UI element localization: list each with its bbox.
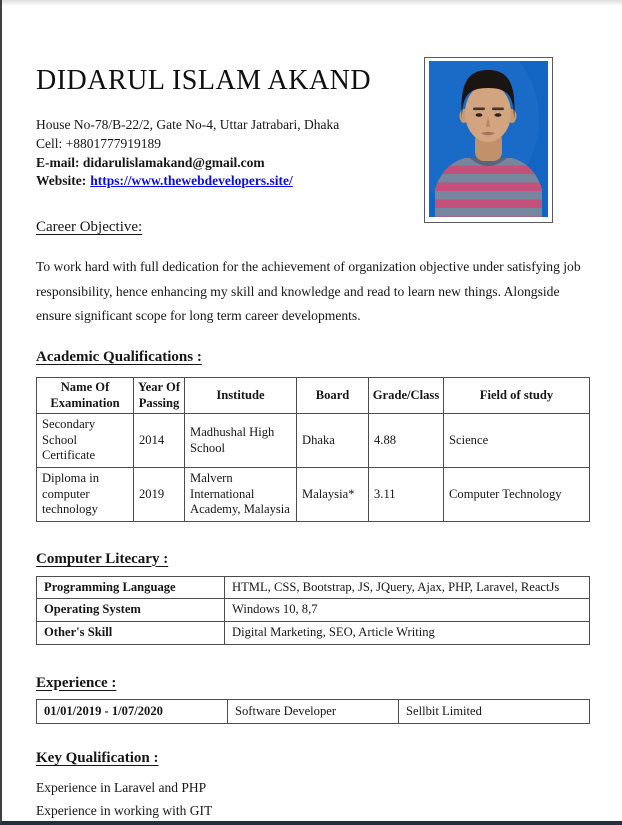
skill-value: Digital Marketing, SEO, Article Writing — [225, 621, 590, 644]
column-header: Name Of Examination — [37, 377, 134, 413]
computer-literacy-section — [36, 522, 589, 645]
cell-board: Malaysia* — [297, 467, 369, 521]
key-qualification-item: Experience in Laravel and PHP — [36, 780, 207, 796]
academic-section — [36, 329, 589, 522]
cell-year: 2014 — [134, 414, 185, 468]
key-qualification-item: Experience in working with GIT — [36, 803, 213, 819]
computer-literacy-heading: Computer Litecary : — [36, 550, 169, 567]
address-line: House No-78/B-22/2, Gate No-4, Uttar Jatrabari, Dhaka — [36, 117, 340, 132]
cell-year: 2019 — [134, 467, 185, 521]
cell-line: Cell: +8801777919189 — [36, 135, 161, 151]
literacy-row — [37, 576, 590, 599]
cell-exam-name: Secondary School Certificate — [37, 414, 134, 468]
page-top-shade — [2, 0, 622, 6]
experience-dates: 01/01/2019 - 1/07/2020 — [37, 699, 228, 724]
website-label: Website: — [36, 173, 87, 189]
key-qualification-heading: Key Qualification : — [36, 750, 159, 767]
skill-label: Operating System — [37, 599, 225, 622]
academic-row — [37, 414, 590, 468]
computer-literacy-table — [36, 576, 590, 645]
column-header: Year Of Passing — [134, 377, 185, 413]
cell-field: Science — [444, 414, 590, 468]
person-name: DIDARUL ISLAM AKAND — [36, 65, 372, 96]
career-objective-text: To work hard with full dedication for the achievement of organization objective under satisfying job responsibility, hence enhancing my skill and knowledge and read to learn new things. Alongside ensure significant scope for long term career developments. — [36, 259, 581, 324]
cell-institute: Malvern International Academy, Malaysia — [185, 467, 297, 521]
email-line: E-mail: didarulislamakand@gmail.com — [36, 154, 265, 170]
skill-label: Other's Skill — [37, 621, 225, 644]
academic-row — [37, 467, 590, 521]
career-objective-heading: Career Objective: — [36, 219, 143, 236]
column-header: Field of study — [444, 377, 590, 413]
experience-table — [36, 699, 590, 725]
academic-heading: Academic Qualifications : — [36, 348, 202, 365]
academic-header-row — [37, 377, 590, 413]
column-header: Institude — [185, 377, 297, 413]
cell-field: Computer Technology — [444, 467, 590, 521]
cell-board: Dhaka — [297, 414, 369, 468]
website-link[interactable]: https://www.thewebdevelopers.site/ — [90, 173, 293, 189]
skill-value: HTML, CSS, Bootstrap, JS, JQuery, Ajax, PHP, Laravel, ReactJs — [225, 576, 590, 599]
academic-table — [36, 377, 590, 522]
website-line — [36, 172, 589, 191]
column-header: Board — [297, 377, 369, 413]
skill-label: Programming Language — [37, 576, 225, 599]
resume-content — [2, 66, 622, 822]
career-objective-section — [36, 191, 589, 329]
cell-grade: 4.88 — [369, 414, 444, 468]
skill-value: Windows 10, 8,7 — [225, 599, 590, 622]
experience-heading: Experience : — [36, 674, 117, 691]
cell-institute: Madhushal High School — [185, 414, 297, 468]
experience-company: Sellbit Limited — [399, 699, 590, 724]
literacy-row — [37, 599, 590, 622]
cell-exam-name: Diploma in computer technology — [37, 467, 134, 521]
literacy-row — [37, 621, 590, 644]
cell-grade: 3.11 — [369, 467, 444, 521]
key-qualification-section — [36, 724, 589, 822]
contact-block — [36, 116, 589, 191]
experience-section — [36, 645, 589, 725]
key-qualification-list — [36, 776, 589, 822]
column-header: Grade/Class — [369, 377, 444, 413]
experience-role: Software Developer — [228, 699, 399, 724]
experience-row — [37, 699, 590, 724]
